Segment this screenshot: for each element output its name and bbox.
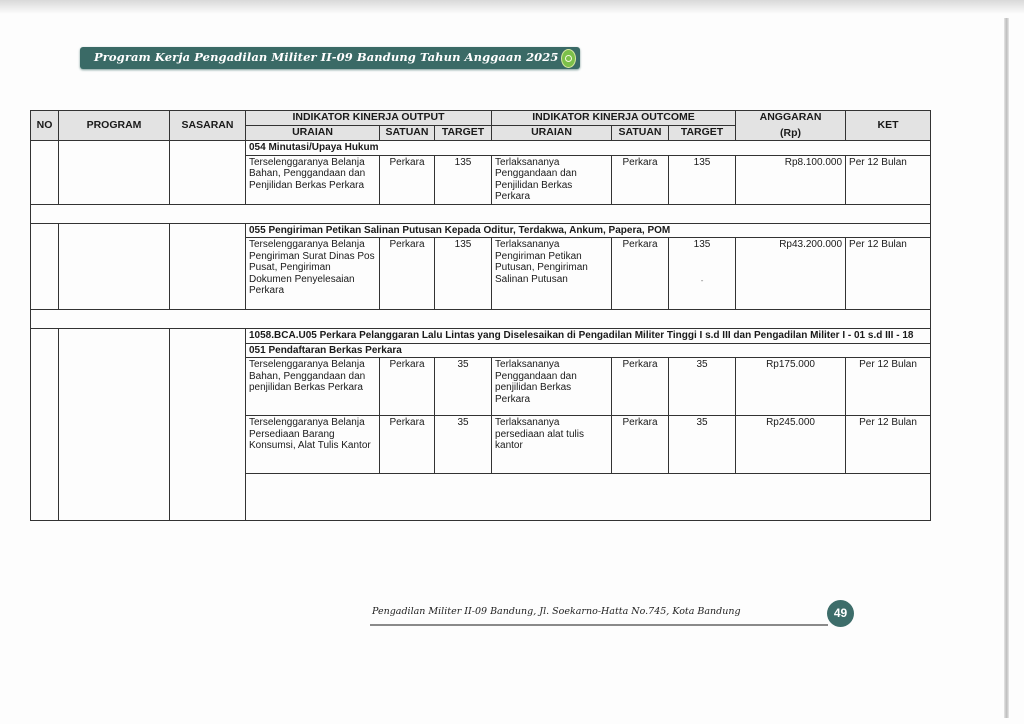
col-anggaran-line2: (Rp): [780, 126, 802, 139]
section-title: 1058.BCA.U05 Perkara Pelanggaran Lalu Lintas yang Diselesaikan di Pengadilan Militer Tinggi I s.d III dan Pengadilan Militer I - 01 s.d III - 18: [246, 329, 931, 344]
col-no: NO: [31, 111, 59, 141]
spacer-row: [31, 310, 931, 329]
col-outcome-uraian: URAIAN: [492, 126, 612, 141]
col-anggaran-line1: ANGGARAN: [759, 111, 822, 123]
spacer-row: [31, 204, 931, 223]
col-sasaran: SASARAN: [170, 111, 246, 141]
footer-divider: [370, 624, 828, 626]
outcome-target: 35: [669, 416, 736, 474]
col-ket: KET: [846, 111, 931, 141]
outcome-target: 35: [669, 358, 736, 416]
outcome-uraian: Terlaksananya persediaan alat tulis kantor: [492, 416, 612, 474]
spacer-cell: [31, 204, 931, 223]
output-target: 35: [435, 416, 492, 474]
col-outcome-satuan: SATUAN: [612, 126, 669, 141]
outcome-uraian: Terlaksananya Penggandaan dan penjilidan Berkas Perkara: [492, 358, 612, 416]
output-uraian: Terselenggaranya Belanja Bahan, Penggandaan dan penjilidan Berkas Perkara: [246, 358, 380, 416]
col-program: PROGRAM: [59, 111, 170, 141]
output-target: 35: [435, 358, 492, 416]
output-satuan: Perkara: [380, 416, 435, 474]
footer-address: Pengadilan Militer II-09 Bandung, Jl. Soekarno-Hatta No.745, Kota Bandung: [372, 606, 741, 617]
ket-value: Per 12 Bulan: [846, 416, 931, 474]
outcome-satuan: Perkara: [612, 155, 669, 204]
col-group-output: INDIKATOR KINERJA OUTPUT: [246, 111, 492, 126]
anggaran-value: Rp245.000: [736, 416, 846, 474]
empty-cell: [246, 474, 931, 521]
program-table: [30, 110, 931, 521]
output-uraian: Terselenggaranya Belanja Pengiriman Surat Dinas Pos Pusat, Pengiriman Dokumen Penyelesaian Perkara: [246, 238, 380, 310]
sasaran-cell: [170, 329, 246, 521]
no-cell: [31, 223, 59, 310]
outcome-target-cell: [669, 238, 736, 310]
sasaran-cell: [170, 141, 246, 205]
outcome-target: 135: [693, 239, 711, 250]
ket-value: Per 12 Bulan: [846, 155, 931, 204]
header-row-1: [31, 111, 931, 126]
scan-right-edge: [1004, 18, 1009, 718]
col-anggaran: [736, 111, 846, 141]
outcome-uraian: Terlaksananya Pengiriman Petikan Putusan, Pengiriman Salinan Putusan: [492, 238, 612, 310]
program-cell: [59, 329, 170, 521]
outcome-uraian: Terlaksananya Penggandaan dan Penjilidan Berkas Perkara: [492, 155, 612, 204]
output-uraian: Terselenggaranya Belanja Persediaan Barang Konsumsi, Alat Tulis Kantor: [246, 416, 380, 474]
ket-value: Per 12 Bulan: [846, 358, 931, 416]
col-output-satuan: SATUAN: [380, 126, 435, 141]
outcome-satuan: Perkara: [612, 238, 669, 310]
section-title-row: [31, 329, 931, 344]
header-banner: [80, 47, 580, 69]
anggaran-value: Rp175.000: [736, 358, 846, 416]
output-uraian: Terselenggaranya Belanja Bahan, Penggandaan dan Penjilidan Berkas Perkara: [246, 155, 380, 204]
output-target: 135: [435, 155, 492, 204]
scan-top-shadow: [0, 0, 1024, 14]
output-satuan: Perkara: [380, 238, 435, 310]
col-output-target: TARGET: [435, 126, 492, 141]
no-cell: [31, 329, 59, 521]
section-title-row: [31, 141, 931, 156]
outcome-satuan: Perkara: [612, 358, 669, 416]
outcome-satuan: Perkara: [612, 416, 669, 474]
section-title: 054 Minutasi/Upaya Hukum: [246, 141, 931, 156]
col-outcome-target: TARGET: [669, 126, 736, 141]
section-title-row: [31, 223, 931, 238]
section-title: 055 Pengiriman Petikan Salinan Putusan Kepada Oditur, Terdakwa, Ankum, Papera, POM: [246, 223, 931, 238]
output-satuan: Perkara: [380, 358, 435, 416]
court-emblem-icon: [561, 49, 576, 68]
spacer-cell: [31, 310, 931, 329]
outcome-target: 135: [669, 155, 736, 204]
program-cell: [59, 141, 170, 205]
sasaran-cell: [170, 223, 246, 310]
col-output-uraian: URAIAN: [246, 126, 380, 141]
stray-mark: -: [700, 275, 704, 285]
output-satuan: Perkara: [380, 155, 435, 204]
anggaran-value: Rp8.100.000: [736, 155, 846, 204]
no-cell: [31, 141, 59, 205]
ket-value: Per 12 Bulan: [846, 238, 931, 310]
page-number-badge: 49: [827, 600, 854, 627]
anggaran-value: Rp43.200.000: [736, 238, 846, 310]
col-group-outcome: INDIKATOR KINERJA OUTCOME: [492, 111, 736, 126]
program-cell: [59, 223, 170, 310]
page-title: Program Kerja Pengadilan Militer II-09 Bandung Tahun Anggaan 2025: [94, 50, 559, 64]
subsection-title: 051 Pendaftaran Berkas Perkara: [246, 343, 931, 358]
output-target: 135: [435, 238, 492, 310]
